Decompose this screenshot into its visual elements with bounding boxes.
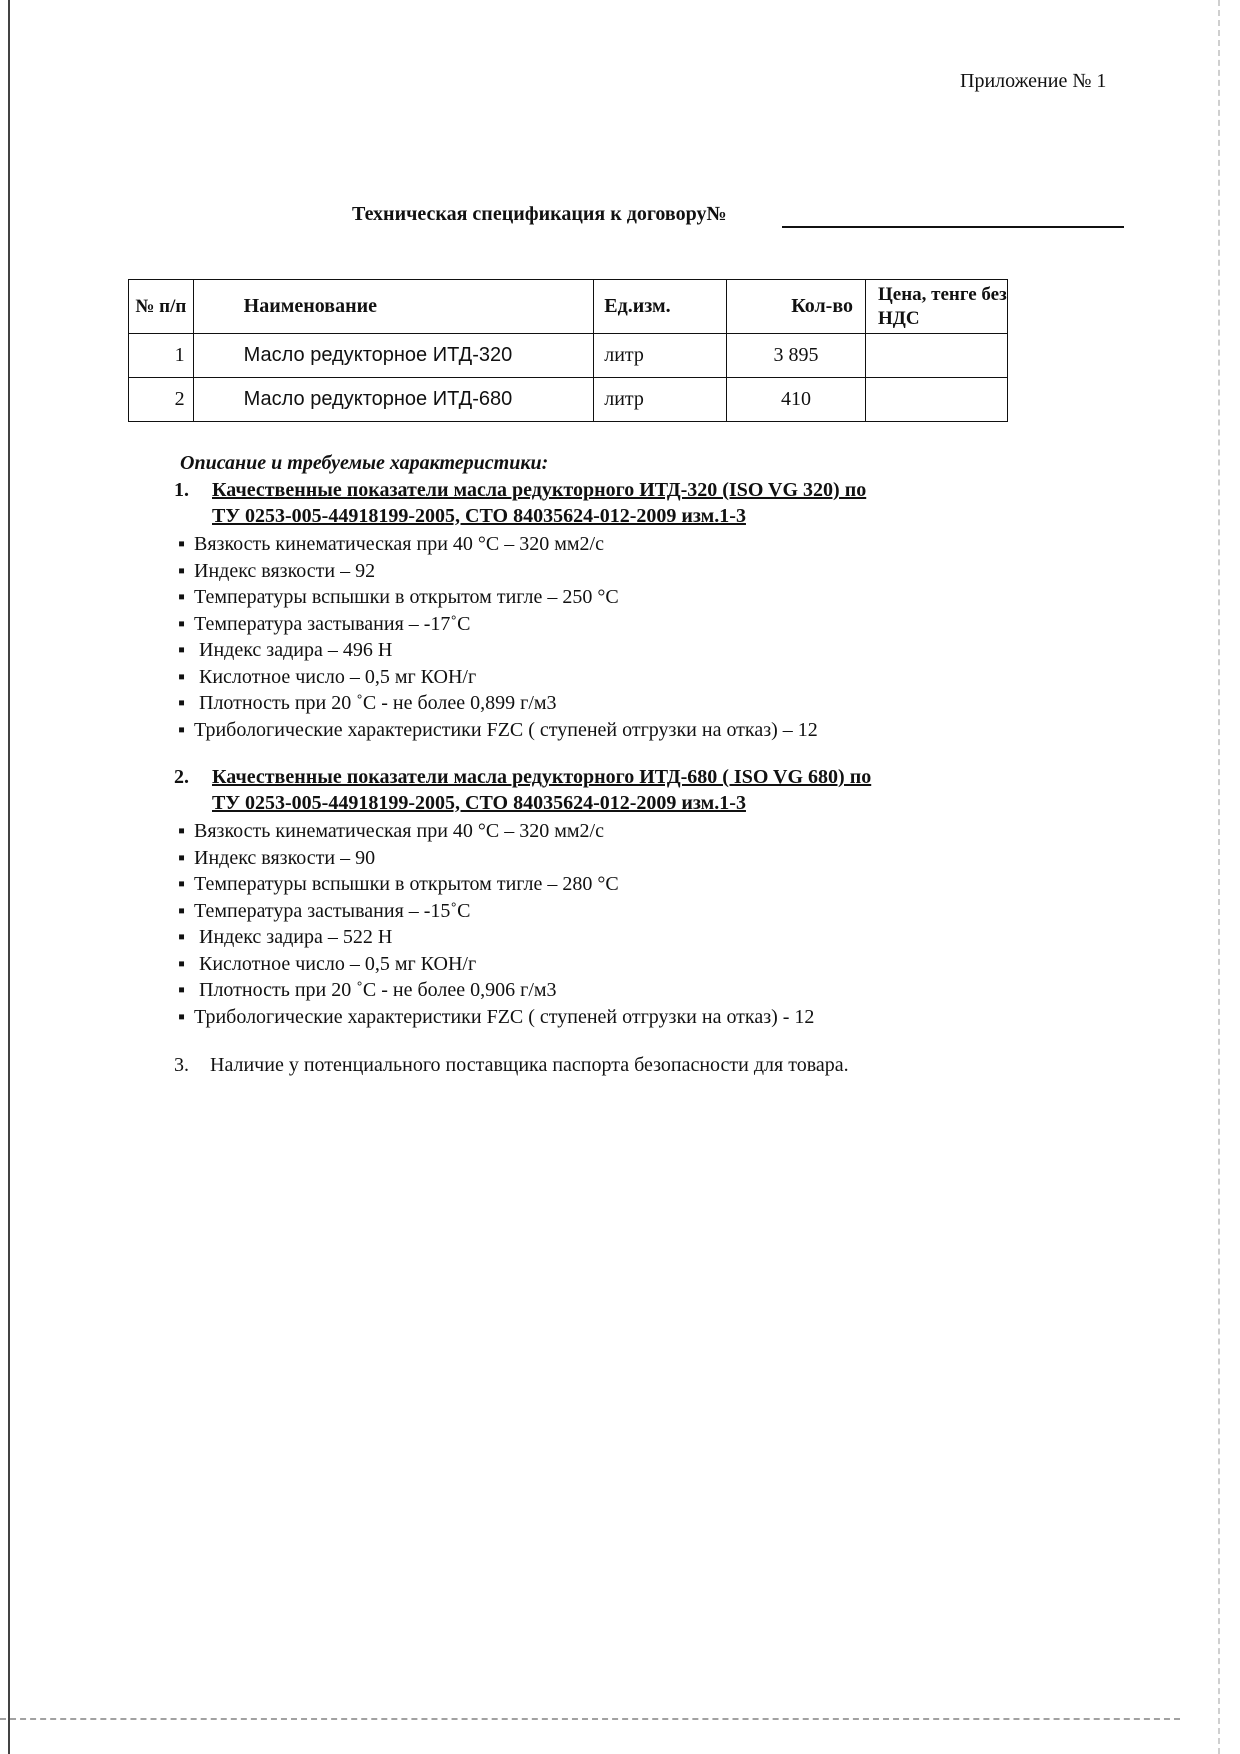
bullet-icon: ▪ bbox=[178, 692, 186, 714]
cell-unit: литр bbox=[594, 378, 727, 422]
bullet-icon: ▪ bbox=[178, 639, 186, 661]
bullet-icon: ▪ bbox=[178, 926, 186, 948]
header-price: Цена, тенге без НДС bbox=[866, 280, 1008, 334]
list-item bbox=[174, 951, 1074, 978]
property-text: Плотность при 20 ˚С - не более 0,906 г/м3 bbox=[194, 979, 557, 1001]
cell-price bbox=[866, 334, 1008, 378]
contract-number-blank bbox=[782, 226, 1124, 228]
bullet-icon: ▪ bbox=[178, 1005, 186, 1028]
list-item bbox=[174, 637, 1074, 664]
list-item bbox=[174, 924, 1074, 951]
section-title-line1: Качественные показатели масла редукторного ИТД-320 (ISO VG 320) по bbox=[212, 479, 867, 501]
property-text: Плотность при 20 ˚С - не более 0,899 г/м3 bbox=[194, 692, 557, 714]
scan-edge-right bbox=[1218, 0, 1220, 1754]
cell-name: Масло редукторное ИТД-320 bbox=[193, 334, 594, 378]
property-text: Кислотное число – 0,5 мг КОН/г bbox=[194, 665, 477, 688]
bullet-icon: ▪ bbox=[178, 873, 186, 895]
properties-list bbox=[174, 818, 1074, 1030]
property-text: Вязкость кинематическая при 40 °С – 320 мм2/с bbox=[194, 533, 604, 555]
property-text: Температуры вспышки в открытом тигле – 250 °С bbox=[194, 586, 619, 608]
section-itd-680 bbox=[174, 764, 1074, 1030]
header-name: Наименование bbox=[193, 280, 594, 334]
list-item bbox=[174, 717, 1074, 744]
property-text: Температуры вспышки в открытом тигле – 280 °С bbox=[194, 873, 619, 895]
cell-num: 2 bbox=[129, 378, 194, 422]
section-title-line2: ТУ 0253-005-44918199-2005, СТО 84035624-012-2009 изм.1-3 bbox=[212, 505, 746, 527]
property-text: Индекс вязкости – 90 bbox=[194, 846, 376, 869]
bullet-icon: ▪ bbox=[178, 718, 186, 741]
cell-qty: 3 895 bbox=[726, 334, 865, 378]
list-item bbox=[174, 845, 1074, 872]
header-num: № п/п bbox=[129, 280, 194, 334]
bullet-icon: ▪ bbox=[178, 846, 186, 869]
item-text: Наличие у потенциального поставщика паспорта безопасности для товара. bbox=[210, 1054, 849, 1076]
property-text: Температура застывания – -17˚С bbox=[194, 612, 471, 635]
list-item bbox=[174, 818, 1074, 845]
section-title-line1: Качественные показатели масла редукторного ИТД-680 ( ISO VG 680) по bbox=[212, 766, 872, 788]
bullet-icon: ▪ bbox=[178, 533, 186, 555]
property-text: Вязкость кинематическая при 40 °С – 320 мм2/с bbox=[194, 820, 604, 842]
section-title-line2: ТУ 0253-005-44918199-2005, СТО 84035624-012-2009 изм.1-3 bbox=[212, 792, 746, 814]
list-item bbox=[174, 1004, 1074, 1031]
bullet-icon: ▪ bbox=[178, 899, 186, 922]
table-header-row bbox=[129, 280, 1008, 334]
bullet-icon: ▪ bbox=[178, 979, 186, 1001]
header-qty: Кол-во bbox=[726, 280, 865, 334]
bullet-icon: ▪ bbox=[178, 559, 186, 582]
scan-edge-left bbox=[8, 0, 10, 1754]
page-title: Техническая спецификация к договору№ bbox=[352, 203, 727, 225]
property-text: Индекс вязкости – 92 bbox=[194, 559, 376, 582]
bullet-icon: ▪ bbox=[178, 952, 186, 975]
property-text: Трибологические характеристики FZC ( ступеней отгрузки на отказ) - 12 bbox=[194, 1005, 815, 1028]
section-number: 2. bbox=[174, 766, 189, 788]
list-item bbox=[174, 871, 1074, 898]
property-text: Трибологические характеристики FZC ( ступеней отгрузки на отказ) – 12 bbox=[194, 718, 818, 741]
bullet-icon: ▪ bbox=[178, 665, 186, 688]
list-item bbox=[174, 664, 1074, 691]
cell-name: Масло редукторное ИТД-680 bbox=[193, 378, 594, 422]
section-heading bbox=[174, 477, 1074, 529]
bullet-icon: ▪ bbox=[178, 820, 186, 842]
list-item bbox=[174, 558, 1074, 585]
cell-num: 1 bbox=[129, 334, 194, 378]
appendix-label: Приложение № 1 bbox=[960, 70, 1107, 92]
list-item bbox=[174, 611, 1074, 638]
list-item bbox=[174, 977, 1074, 1004]
section-heading bbox=[174, 764, 1074, 816]
cell-price bbox=[866, 378, 1008, 422]
cell-unit: литр bbox=[594, 334, 727, 378]
table-row bbox=[129, 378, 1008, 422]
properties-list bbox=[174, 531, 1074, 743]
list-item bbox=[174, 690, 1074, 717]
bullet-icon: ▪ bbox=[178, 586, 186, 608]
cell-qty: 410 bbox=[726, 378, 865, 422]
description-heading: Описание и требуемые характеристики: bbox=[180, 452, 549, 474]
requirement-item-3 bbox=[174, 1054, 849, 1077]
table-row bbox=[129, 334, 1008, 378]
section-number: 1. bbox=[174, 479, 189, 501]
list-item bbox=[174, 584, 1074, 611]
list-item bbox=[174, 898, 1074, 925]
specification-table bbox=[128, 279, 1008, 422]
scan-edge-bottom bbox=[0, 1718, 1180, 1720]
item-number: 3. bbox=[174, 1054, 189, 1076]
section-itd-320 bbox=[174, 477, 1074, 743]
property-text: Температура застывания – -15˚С bbox=[194, 899, 471, 922]
property-text: Индекс задира – 496 Н bbox=[194, 639, 393, 661]
bullet-icon: ▪ bbox=[178, 612, 186, 635]
header-unit: Ед.изм. bbox=[594, 280, 727, 334]
property-text: Кислотное число – 0,5 мг КОН/г bbox=[194, 952, 477, 975]
list-item bbox=[174, 531, 1074, 558]
property-text: Индекс задира – 522 Н bbox=[194, 926, 393, 948]
